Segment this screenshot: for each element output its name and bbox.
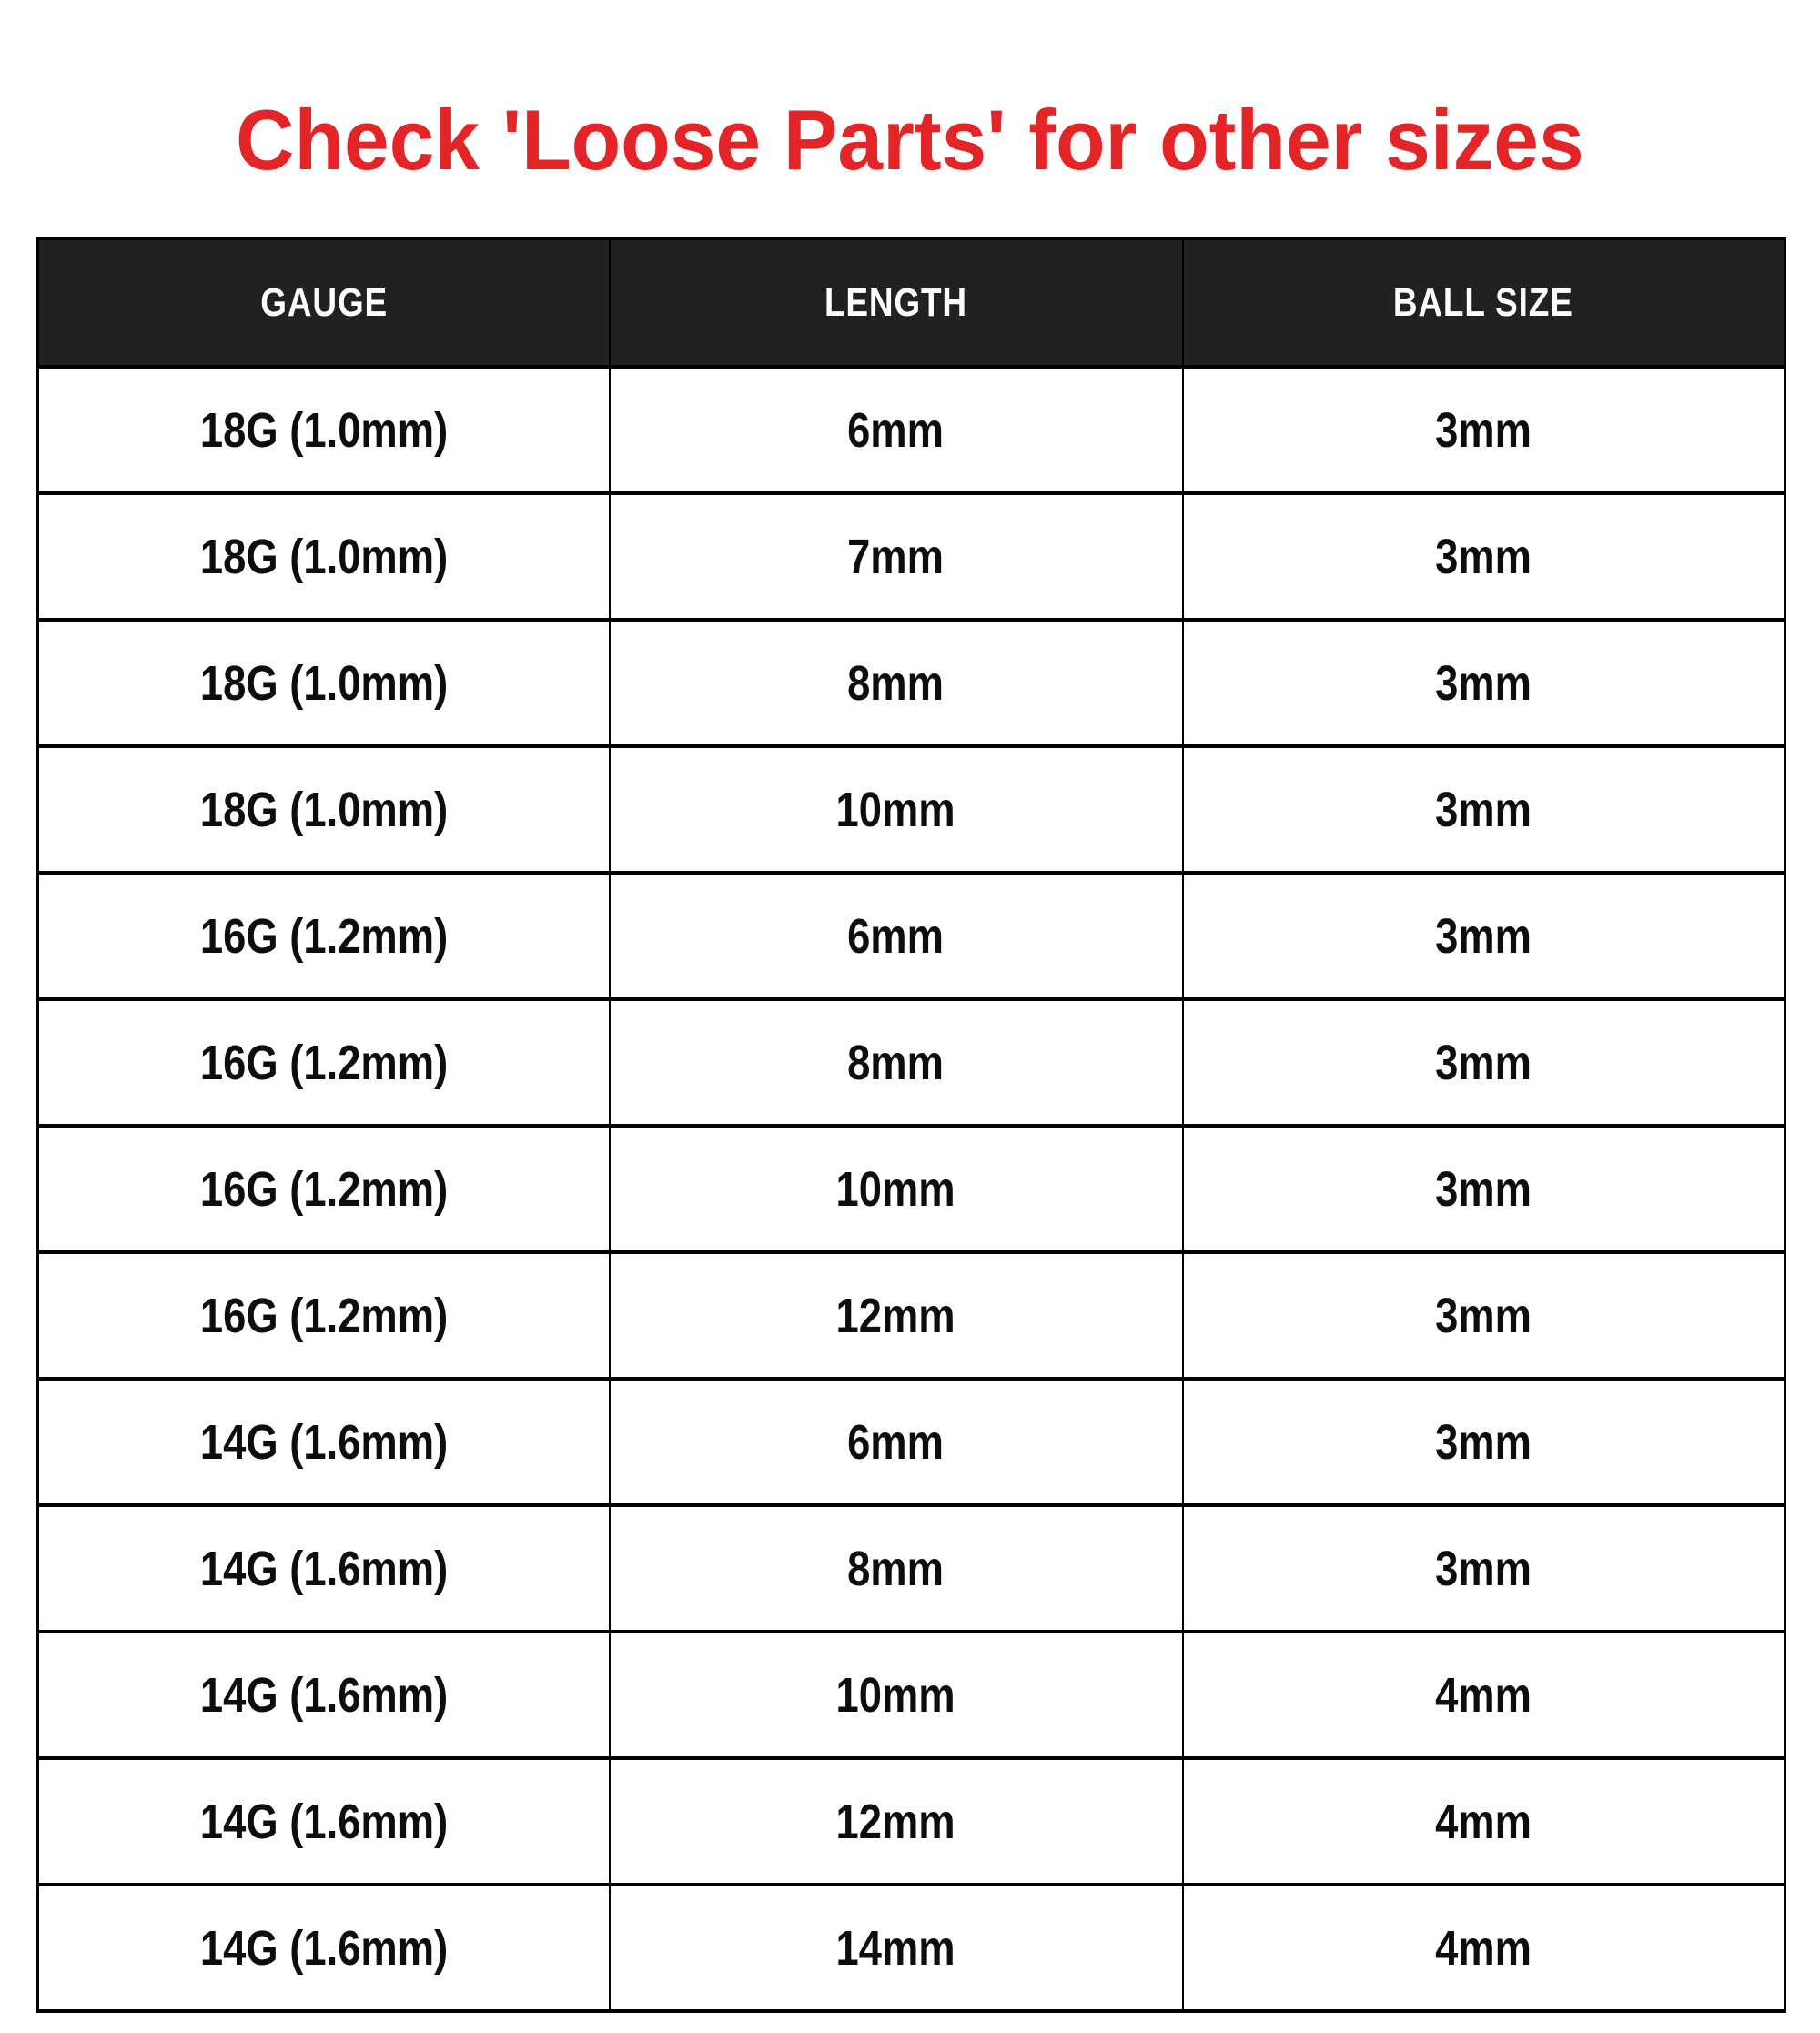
length-value: 6mm — [847, 1414, 945, 1470]
table-row — [38, 1505, 1785, 1632]
gauge-value: 16G (1.2mm) — [199, 1035, 448, 1090]
page-title-text: Check 'Loose Parts' for other sizes — [236, 92, 1584, 187]
cell-length — [610, 1126, 1183, 1252]
cell-gauge — [38, 999, 610, 1126]
length-value: 6mm — [847, 908, 945, 964]
gauge-value: 16G (1.2mm) — [199, 1288, 448, 1343]
cell-gauge — [38, 746, 610, 873]
cell-gauge — [38, 620, 610, 746]
gauge-value: 18G (1.0mm) — [199, 655, 448, 711]
column-header-ball-size — [1183, 238, 1785, 367]
length-value: 6mm — [847, 402, 945, 458]
cell-gauge — [38, 1758, 610, 1885]
table-row — [38, 1758, 1785, 1885]
cell-length — [610, 1632, 1183, 1758]
column-header-ball-size-label: BALL SIZE — [1393, 279, 1574, 325]
cell-ball-size — [1183, 1379, 1785, 1505]
column-header-length — [610, 238, 1183, 367]
table-row — [38, 1379, 1785, 1505]
length-value: 12mm — [835, 1288, 956, 1343]
gauge-value: 16G (1.2mm) — [199, 1161, 448, 1217]
cell-gauge — [38, 367, 610, 493]
cell-gauge — [38, 493, 610, 620]
cell-ball-size — [1183, 1126, 1785, 1252]
cell-ball-size — [1183, 620, 1785, 746]
gauge-value: 14G (1.6mm) — [199, 1667, 448, 1723]
gauge-value: 14G (1.6mm) — [199, 1794, 448, 1849]
size-chart-table — [36, 237, 1786, 2013]
table-header-row — [38, 238, 1785, 367]
cell-gauge — [38, 1252, 610, 1379]
cell-length — [610, 620, 1183, 746]
cell-ball-size — [1183, 1632, 1785, 1758]
ball-size-value: 4mm — [1435, 1794, 1532, 1849]
ball-size-value: 3mm — [1435, 908, 1532, 964]
cell-length — [610, 746, 1183, 873]
cell-length — [610, 873, 1183, 999]
cell-gauge — [38, 1505, 610, 1632]
cell-gauge — [38, 1632, 610, 1758]
gauge-value: 16G (1.2mm) — [199, 908, 448, 964]
cell-length — [610, 1252, 1183, 1379]
gauge-value: 14G (1.6mm) — [199, 1414, 448, 1470]
ball-size-value: 3mm — [1435, 655, 1532, 711]
cell-ball-size — [1183, 493, 1785, 620]
cell-length — [610, 367, 1183, 493]
table-row — [38, 620, 1785, 746]
cell-length — [610, 1885, 1183, 2011]
table-row — [38, 1126, 1785, 1252]
length-value: 10mm — [835, 1667, 956, 1723]
table-row — [38, 367, 1785, 493]
table-row — [38, 873, 1785, 999]
cell-ball-size — [1183, 873, 1785, 999]
ball-size-value: 3mm — [1435, 402, 1532, 458]
page-title — [0, 91, 1820, 189]
cell-ball-size — [1183, 999, 1785, 1126]
column-header-length-label: LENGTH — [824, 279, 967, 325]
gauge-value: 18G (1.0mm) — [199, 782, 448, 837]
cell-length — [610, 1379, 1183, 1505]
cell-length — [610, 1758, 1183, 1885]
column-header-gauge — [38, 238, 610, 367]
ball-size-value: 3mm — [1435, 1541, 1532, 1596]
cell-ball-size — [1183, 746, 1785, 873]
cell-ball-size — [1183, 1758, 1785, 1885]
ball-size-value: 3mm — [1435, 1161, 1532, 1217]
length-value: 8mm — [847, 1541, 945, 1596]
ball-size-value: 4mm — [1435, 1667, 1532, 1723]
table-row — [38, 1885, 1785, 2011]
length-value: 14mm — [835, 1920, 956, 1976]
table-row — [38, 1252, 1785, 1379]
cell-gauge — [38, 1379, 610, 1505]
length-value: 8mm — [847, 655, 945, 711]
column-header-gauge-label: GAUGE — [259, 279, 388, 325]
gauge-value: 18G (1.0mm) — [199, 402, 448, 458]
gauge-value: 18G (1.0mm) — [199, 529, 448, 584]
cell-length — [610, 1505, 1183, 1632]
cell-ball-size — [1183, 367, 1785, 493]
table-row — [38, 1632, 1785, 1758]
length-value: 7mm — [847, 529, 945, 584]
length-value: 10mm — [835, 782, 956, 837]
ball-size-value: 3mm — [1435, 1035, 1532, 1090]
table-row — [38, 999, 1785, 1126]
length-value: 8mm — [847, 1035, 945, 1090]
cell-ball-size — [1183, 1505, 1785, 1632]
ball-size-value: 3mm — [1435, 529, 1532, 584]
ball-size-value: 3mm — [1435, 1414, 1532, 1470]
cell-length — [610, 999, 1183, 1126]
table-row — [38, 746, 1785, 873]
cell-gauge — [38, 1885, 610, 2011]
cell-ball-size — [1183, 1885, 1785, 2011]
cell-length — [610, 493, 1183, 620]
ball-size-value: 3mm — [1435, 1288, 1532, 1343]
length-value: 10mm — [835, 1161, 956, 1217]
length-value: 12mm — [835, 1794, 956, 1849]
gauge-value: 14G (1.6mm) — [199, 1920, 448, 1976]
cell-ball-size — [1183, 1252, 1785, 1379]
table-row — [38, 493, 1785, 620]
cell-gauge — [38, 873, 610, 999]
cell-gauge — [38, 1126, 610, 1252]
ball-size-value: 3mm — [1435, 782, 1532, 837]
ball-size-value: 4mm — [1435, 1920, 1532, 1976]
gauge-value: 14G (1.6mm) — [199, 1541, 448, 1596]
